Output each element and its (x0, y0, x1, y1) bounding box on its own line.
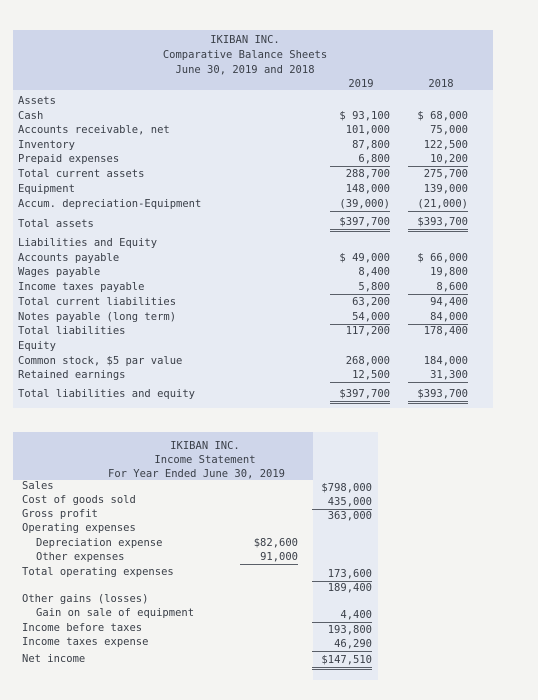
row-label: Total current assets (18, 168, 145, 180)
income-row-label: Operating expenses (22, 522, 136, 534)
row-label: Total current liabilities (18, 296, 177, 308)
row-label: Income taxes payable (18, 281, 145, 293)
income-value: 435,000 (312, 496, 372, 510)
row-label: Total liabilities (18, 325, 126, 337)
value-2018: (21,000) (408, 198, 468, 212)
value-2019: 288,700 (345, 168, 390, 180)
row-label: Assets (18, 95, 56, 107)
value-2019: 5,800 (330, 281, 390, 295)
column-header-2019: 2019 (348, 78, 374, 90)
income-period: For Year Ended June 30, 2019 (108, 468, 286, 480)
value-2018: 84,000 (408, 311, 468, 325)
balance-company: IKIBAN INC. (210, 34, 280, 46)
row-label: Accum. depreciation-Equipment (18, 198, 202, 210)
income-row-label: Other expenses (36, 551, 125, 563)
income-value: 4,400 (312, 609, 372, 623)
income-row-label: Gain on sale of equipment (36, 607, 195, 619)
row-label: Liabilities and Equity (18, 237, 158, 249)
income-inner-value: $82,600 (253, 537, 298, 549)
row-label: Wages payable (18, 266, 101, 278)
balance-title: Comparative Balance Sheets (162, 49, 328, 61)
value-2019: $ 49,000 (339, 252, 390, 264)
income-value: 46,290 (312, 638, 372, 652)
value-2019: $397,700 (330, 216, 390, 232)
value-2019: $397,700 (330, 388, 390, 404)
income-row-label: Total operating expenses (22, 566, 174, 578)
value-2019: 12,500 (330, 369, 390, 383)
income-row-label: Income taxes expense (22, 636, 149, 648)
income-value: 193,800 (327, 624, 372, 636)
row-label: Total assets (18, 218, 94, 230)
row-label: Accounts payable (18, 252, 120, 264)
value-2019: 87,800 (352, 139, 390, 151)
column-header-2018: 2018 (428, 78, 454, 90)
income-row-label: Net income (22, 653, 86, 665)
income-row-label: Income before taxes (22, 622, 143, 634)
value-2018: 75,000 (430, 124, 468, 136)
income-value: 363,000 (327, 510, 372, 522)
value-2018: 10,200 (408, 153, 468, 167)
value-2019: 63,200 (352, 296, 390, 308)
row-label: Notes payable (long term) (18, 311, 177, 323)
value-2019: 148,000 (345, 183, 390, 195)
value-2018: 19,800 (430, 266, 468, 278)
value-2018: 184,000 (423, 355, 468, 367)
income-value: 189,400 (327, 582, 372, 594)
income-row-label: Cost of goods sold (22, 494, 136, 506)
value-2018: $ 66,000 (417, 252, 468, 264)
income-inner-value: 91,000 (240, 551, 298, 565)
income-company: IKIBAN INC. (170, 440, 240, 452)
value-2018: 139,000 (423, 183, 468, 195)
value-2019: 54,000 (330, 311, 390, 325)
row-label: Equipment (18, 183, 75, 195)
value-2019: $ 93,100 (339, 110, 390, 122)
value-2018: 8,600 (408, 281, 468, 295)
row-label: Total liabilities and equity (18, 388, 196, 400)
value-2018: $ 68,000 (417, 110, 468, 122)
value-2018: 94,400 (430, 296, 468, 308)
income-row-label: Other gains (losses) (22, 593, 149, 605)
income-value: $798,000 (321, 482, 372, 494)
value-2019: 6,800 (330, 153, 390, 167)
row-label: Accounts receivable, net (18, 124, 170, 136)
income-value: 173,600 (312, 568, 372, 582)
value-2018: 178,400 (423, 325, 468, 337)
value-2019: 8,400 (358, 266, 390, 278)
income-row-label: Gross profit (22, 508, 98, 520)
income-row-label: Depreciation expense (36, 537, 163, 549)
row-label: Inventory (18, 139, 75, 151)
value-2018: $393,700 (408, 216, 468, 232)
income-title: Income Statement (154, 454, 256, 466)
value-2019: 117,200 (345, 325, 390, 337)
row-label: Cash (18, 110, 44, 122)
row-label: Prepaid expenses (18, 153, 120, 165)
value-2018: 275,700 (423, 168, 468, 180)
row-label: Retained earnings (18, 369, 126, 381)
income-row-label: Sales (22, 480, 54, 492)
row-label: Equity (18, 340, 56, 352)
value-2019: 268,000 (345, 355, 390, 367)
value-2019: (39,000) (330, 198, 390, 212)
value-2018: 122,500 (423, 139, 468, 151)
value-2018: 31,300 (408, 369, 468, 383)
balance-date: June 30, 2019 and 2018 (175, 64, 315, 76)
row-label: Common stock, $5 par value (18, 355, 183, 367)
income-net-income-value: $147,510 (312, 654, 372, 670)
value-2019: 101,000 (345, 124, 390, 136)
value-2018: $393,700 (408, 388, 468, 404)
